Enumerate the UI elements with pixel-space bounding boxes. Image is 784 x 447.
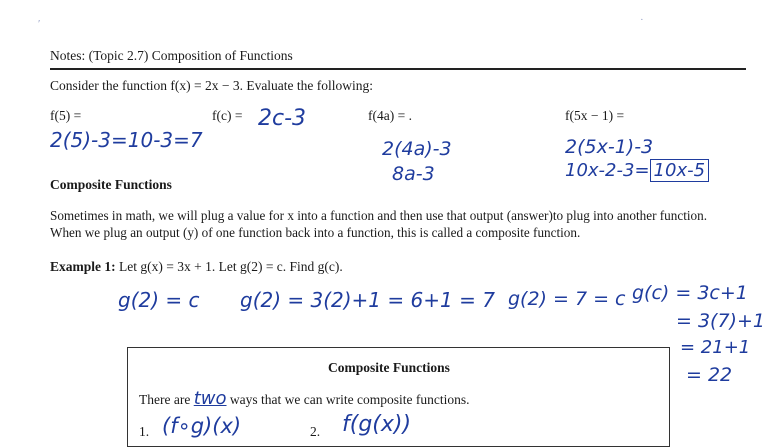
intro-prompt: Consider the function f(x) = 2x − 3. Evaluate the following: xyxy=(50,78,374,93)
handwritten-work: (f∘g)(x) xyxy=(162,414,242,438)
section-paragraph: Sometimes in math, we will plug a value for x into a function and then use that output (answer)to plug into another function. When we plug an output (y) of one function back into a function, this is called a composite function. xyxy=(50,208,708,240)
box-line-suffix: ways that we can write composite functions. xyxy=(229,392,470,407)
handwritten-work: g(c) = 3c+1 xyxy=(632,282,748,304)
handwritten-work: g(2) = 7 = c xyxy=(508,288,626,310)
page-title: Notes: (Topic 2.7) Composition of Functions xyxy=(50,48,293,63)
handwritten-work: g(2) = c xyxy=(118,288,200,312)
problem-label: f(5) = xyxy=(50,108,82,123)
title-rule xyxy=(50,68,746,70)
box-item-number: 1. xyxy=(139,424,150,439)
box-line-prefix: There are xyxy=(139,392,191,407)
handwritten-fill: two xyxy=(193,388,227,409)
handwritten-work: 2(5)-3=10-3=7 xyxy=(50,128,203,152)
handwritten-work: = 21+1 xyxy=(680,337,751,358)
stray-mark: ʹ xyxy=(38,18,41,30)
handwritten-work-prefix: 10x-2-3= xyxy=(565,160,650,181)
handwritten-work: 8a-3 xyxy=(392,163,435,185)
problem-label: f(c) = xyxy=(212,108,243,123)
handwritten-work: 2c-3 xyxy=(258,106,307,131)
handwritten-work: = 3(7)+1 xyxy=(676,310,765,332)
handwritten-work: 2(5x-1)-3 xyxy=(565,136,654,158)
box-title: Composite Functions xyxy=(328,360,450,375)
handwritten-work: g(2) = 3(2)+1 = 6+1 = 7 xyxy=(240,288,495,312)
handwritten-work: = 22 xyxy=(686,364,733,386)
box-item-number: 2. xyxy=(310,424,321,439)
problem-label: f(5x − 1) = xyxy=(565,108,625,123)
section-heading: Composite Functions xyxy=(50,177,172,192)
box-line xyxy=(139,388,469,409)
example-text: Let g(x) = 3x + 1. Let g(2) = c. Find g(c). xyxy=(119,259,343,274)
example-line xyxy=(50,259,343,275)
handwritten-work: f(g(x)) xyxy=(342,412,412,437)
example-label: Example 1: xyxy=(50,259,116,274)
stray-mark: · xyxy=(640,14,644,26)
problem-label: f(4a) = . xyxy=(368,108,412,123)
handwritten-work: 2(4a)-3 xyxy=(382,138,452,160)
boxed-answer: 10x-5 xyxy=(650,159,710,182)
handwritten-work xyxy=(565,160,709,181)
